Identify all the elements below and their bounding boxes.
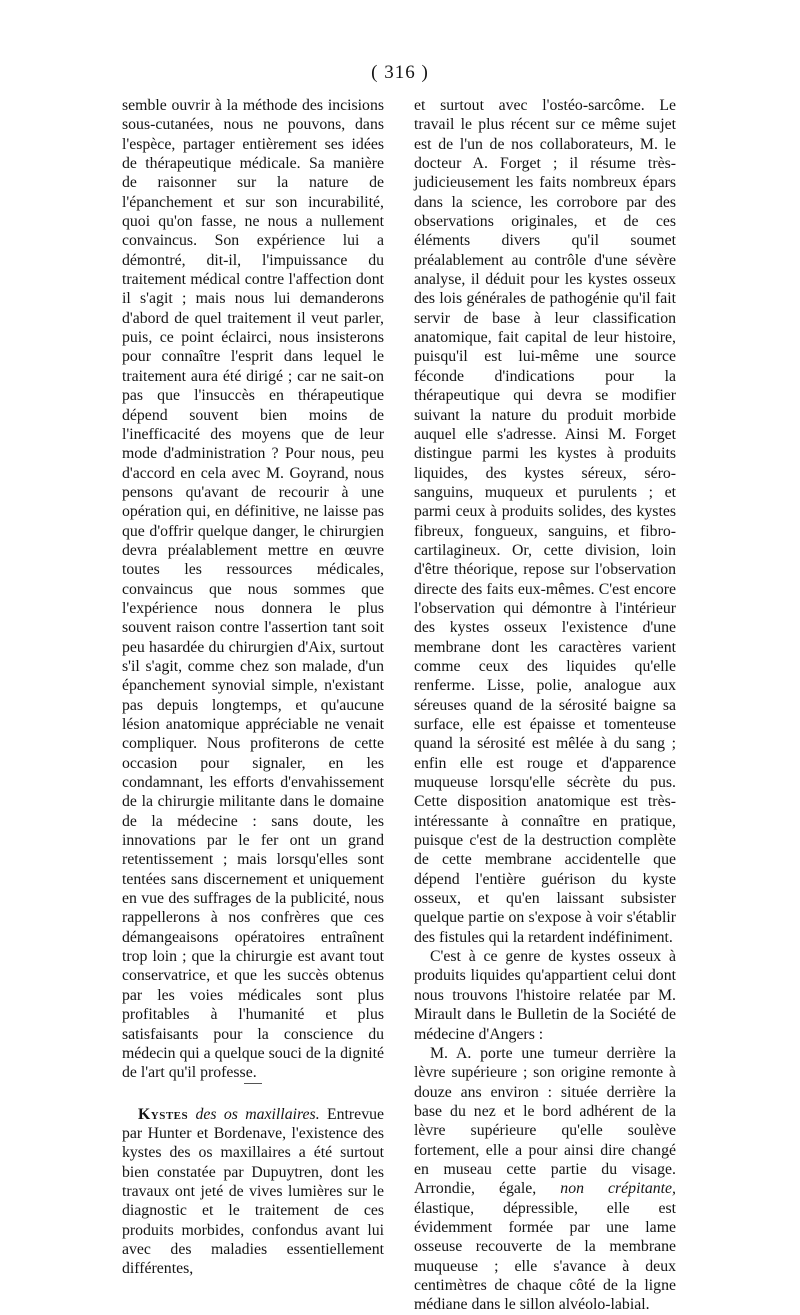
section-separator <box>122 1083 384 1105</box>
right-paragraph-1: et surtout avec l'ostéo-sarcôme. Le travail le plus récent sur ce même sujet est de l'un de nos collaborateurs, M. le docteur A. Forget ; il résume très-judicieusement les faits nombreux épars dans la science, les corrobore par des observations originales, et de ces éléments divers qu'il soumet préalablement au contrôle d'une sévère analyse, il déduit pour les kystes osseux des lois générales de pathogénie qu'il fait servir de base à leur classification anatomique, fait capital de leur histoire, puisqu'il est lui-même une source féconde d'indications pour la thérapeutique qui devra se modifier suivant la nature du produit morbide auquel elle s'adresse. Ainsi M. Forget distingue parmi les kystes à produits liquides, des kystes séreux, séro-sanguins, muqueux et purulents ; et parmi ceux à produits solides, des kystes fibreux, fongueux, sanguins, et fibro-cartilagineux. Or, cette division, loin d'être théorique, repose sur l'observation directe des faits eux-mêmes. C'est encore l'observation qui démontre à l'intérieur des kystes osseux l'existence d'une membrane dont les caractères varient comme ceux des liquides qu'elle renferme. Lisse, polie, analogue aux séreuses quand de la sérosité baigne sa surface, elle est épaisse et tomenteuse quand la sérosité est mêlée à du sang ; enfin elle est rouge et d'apparence muqueuse lorsqu'elle sécrète du pus. Cette disposition anatomique est très-intéressante à connaître en pratique, puisque c'est de la destruction complète de cette membrane accidentelle que dépend l'entière guérison du kyste osseux, et qu'en laissant subsister quelque partie on s'expose à voir s'établir des fistules qui la retardent indéfiniment. <box>414 97 676 946</box>
right-paragraph-2: C'est à ce genre de kystes osseux à produits liquides qu'appartient celui dont nous trouvons l'histoire relatée par M. Mirault dans le Bulletin de la Société de médecine d'Angers : <box>414 948 676 1043</box>
left-paragraph-2 <box>122 1105 384 1279</box>
page-number: ( 316 ) <box>371 62 429 83</box>
case-text-b: élastique, dépressible, elle est évidemment formée par une lame osseuse recouverte de la membrane muqueuse ; elle s'avance à deux centimètres de chaque côté de la ligne médiane dans le sillon alvéolo-labial. <box>414 1199 676 1314</box>
section-title-italic: des os maxillaires. <box>195 1105 320 1123</box>
left-column <box>122 96 384 1279</box>
right-column <box>414 96 676 1315</box>
section-body: Entrevue par Hunter et Bordenave, l'existence des kystes des os maxillaires a été surtout bien constatée par Dupuytren, dont les travaux ont jeté de vives lumières sur le diagnostic et le traitement de ces produits morbides, confondus avant lui avec des maladies essentiellement différentes, <box>122 1105 385 1278</box>
case-text-italic: non crépitante, <box>560 1180 677 1198</box>
section-title-caps: Kystes <box>138 1105 189 1123</box>
right-paragraph-3 <box>414 1044 676 1315</box>
left-paragraph-1: semble ouvrir à la méthode des incisions sous-cutanées, nous ne pouvons, dans l'espèce, partager entièrement ses idées de thérapeutique médicale. Sa manière de raisonner sur la nature de l'épanchement et sur son incurabilité, quoi qu'on fasse, ne nous a nullement convaincus. Son expérience lui a démontré, dit-il, l'impuissance du traitement médical contre l'affection dont il s'agit ; mais nous lui demanderons d'abord de quel traitement il veut parler, puis, ce point éclairci, nous insisterons pour connaître l'esprit dans lequel le traitement aura été dirigé ; car ne sait-on pas que l'insuccès en thérapeutique dépend souvent bien moins de l'inefficacité des moyens que de leur mode d'administration ? Pour nous, peu d'accord en cela avec M. Goyrand, nous pensons qu'avant de recourir à une opération qui, en définitive, ne laisse pas que d'offrir quelque danger, le chirurgien devra préalablement mettre en œuvre toutes les ressources médicales, convaincus que nous sommes que l'expérience nous donnera le plus souvent raison contre l'assertion tant soit peu hasardée du chirurgien d'Aix, surtout s'il s'agit, comme chez son malade, d'un épanchement synovial simple, n'existant pas depuis longtemps, et qu'aucune lésion anatomique appréciable ne venait compliquer. Nous profiterons de cette occasion pour signaler, en les condamnant, les efforts d'envahissement de la chirurgie militante dans le domaine de la médecine : sans doute, les innovations par le fer ont un grand retentissement ; mais lorsqu'elles sont tentées sans discernement et uniquement en vue des suffrages de la publicité, nous rappellerons à nos confrères que ces démangeaisons opératoires entraînent trop loin ; que la chirurgie est avant tout conservatrice, et que les succès obtenus par les voies médicales sont plus profitables à l'humanité et plus satisfaisants pour la conscience du médecin qui a quelque souci de la dignité de l'art qu'il professe. <box>122 97 384 1082</box>
case-text-a: M. A. porte une tumeur derrière la lèvre supérieure ; son origine remonte à douze ans environ : située derrière la base du nez et le bord adhérent de la lèvre supérieure qu'elle soulève fortement, elle a pour ainsi dire changé en museau cette partie du visage. Arrondie, égale, <box>414 1044 676 1198</box>
